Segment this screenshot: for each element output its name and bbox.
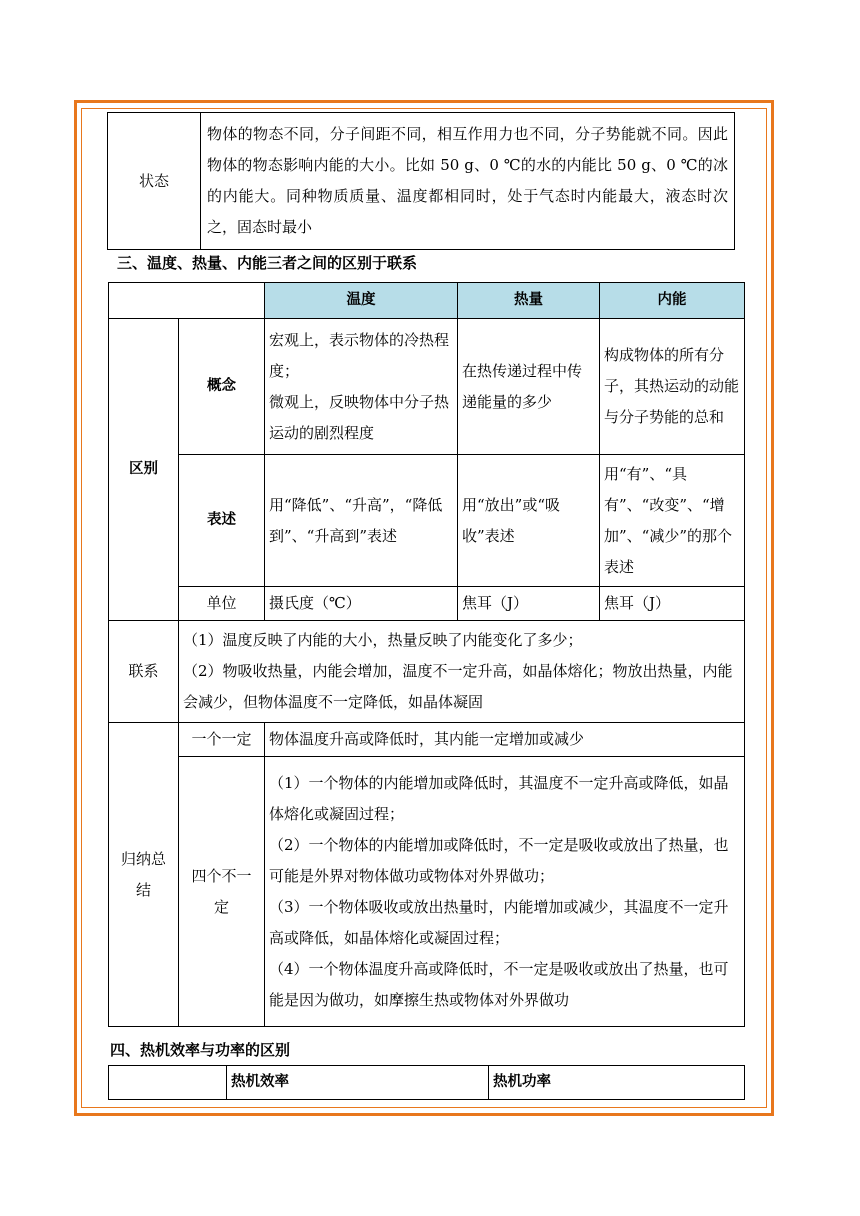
difference-label: 区别 <box>109 319 179 621</box>
relation-item-2: （2）物吸收热量，内能会增加，温度不一定升高，如晶体熔化；物放出热量，内能会减少，但物体温度不一定降低，如晶体凝固 <box>183 662 733 711</box>
header-empty-cell <box>109 283 265 319</box>
section4-heading: 四、热机效率与功率的区别 <box>110 1041 291 1059</box>
unit-internal-energy: 焦耳（J） <box>600 587 745 621</box>
engine-header-empty <box>109 1066 227 1100</box>
comparison-table <box>108 282 745 1027</box>
concept-heat: 在热传递过程中传递能量的多少 <box>458 319 600 455</box>
relation-label: 联系 <box>109 621 179 723</box>
summary-label: 归纳总结 <box>109 723 179 1027</box>
concept-internal-energy: 构成物体的所有分子，其热运动的动能与分子势能的总和 <box>600 319 745 455</box>
uncertain-item-3: （3）一个物体吸收或放出热量时，内能增加或减少，其温度不一定升高或降低，如晶体熔化或凝固过程； <box>269 897 729 947</box>
state-table <box>107 112 735 250</box>
relation-item-1: （1）温度反映了内能的大小，热量反映了内能变化了多少； <box>183 631 583 649</box>
header-temperature: 温度 <box>265 283 458 319</box>
expression-temperature: 用“降低”、“升高”，“降低到”、“升高到”表述 <box>265 455 458 587</box>
uncertain-item-2: （2）一个物体的内能增加或降低时，不一定是吸收或放出了热量，也可能是外界对物体做功或物体对外界做功； <box>269 835 729 885</box>
expression-label: 表述 <box>179 455 265 587</box>
unit-temperature: 摄氏度（℃） <box>265 587 458 621</box>
concept-temperature <box>265 319 458 455</box>
engine-table <box>108 1065 745 1100</box>
concept-label: 概念 <box>179 319 265 455</box>
state-label: 状态 <box>108 113 201 250</box>
uncertain-item-1: （1）一个物体的内能增加或降低时，其温度不一定升高或降低，如晶体熔化或凝固过程； <box>269 773 729 823</box>
relation-content <box>179 621 745 723</box>
certain-text: 物体温度升高或降低时，其内能一定增加或减少 <box>265 723 745 757</box>
unit-heat: 焦耳（J） <box>458 587 600 621</box>
concept-temperature-line-1: 宏观上，表示物体的冷热程度； <box>269 330 450 380</box>
header-engine-efficiency: 热机效率 <box>227 1066 489 1100</box>
section3-heading: 三、温度、热量、内能三者之间的区别于联系 <box>117 254 418 272</box>
expression-internal-energy: 用“有”、“具有”、“改变”、“增加”、“减少”的那个表述 <box>600 455 745 587</box>
uncertain-label: 四个不一定 <box>179 757 265 1027</box>
uncertain-item-4: （4）一个物体温度升高或降低时，不一定是吸收或放出了热量，也可能是因为做功，如摩擦生热或物体对外界做功 <box>269 959 729 1009</box>
state-text: 物体的物态不同，分子间距不同，相互作用力也不同，分子势能就不同。因此物体的物态影响内能的大小。比如 50 g、0 ℃的水的内能比 50 g、0 ℃的冰的内能大。同种物质质量、温度都相同时，处于气态时内能最大，液态时次之，固态时最小 <box>201 113 735 250</box>
uncertain-content <box>265 757 745 1027</box>
certain-label: 一个一定 <box>179 723 265 757</box>
concept-temperature-line-2: 微观上，反映物体中分子热运动的剧烈程度 <box>269 392 450 442</box>
header-engine-power: 热机功率 <box>489 1066 745 1100</box>
header-heat: 热量 <box>458 283 600 319</box>
header-internal-energy: 内能 <box>600 283 745 319</box>
expression-heat: 用“放出”或“吸收”表述 <box>458 455 600 587</box>
unit-label: 单位 <box>179 587 265 621</box>
